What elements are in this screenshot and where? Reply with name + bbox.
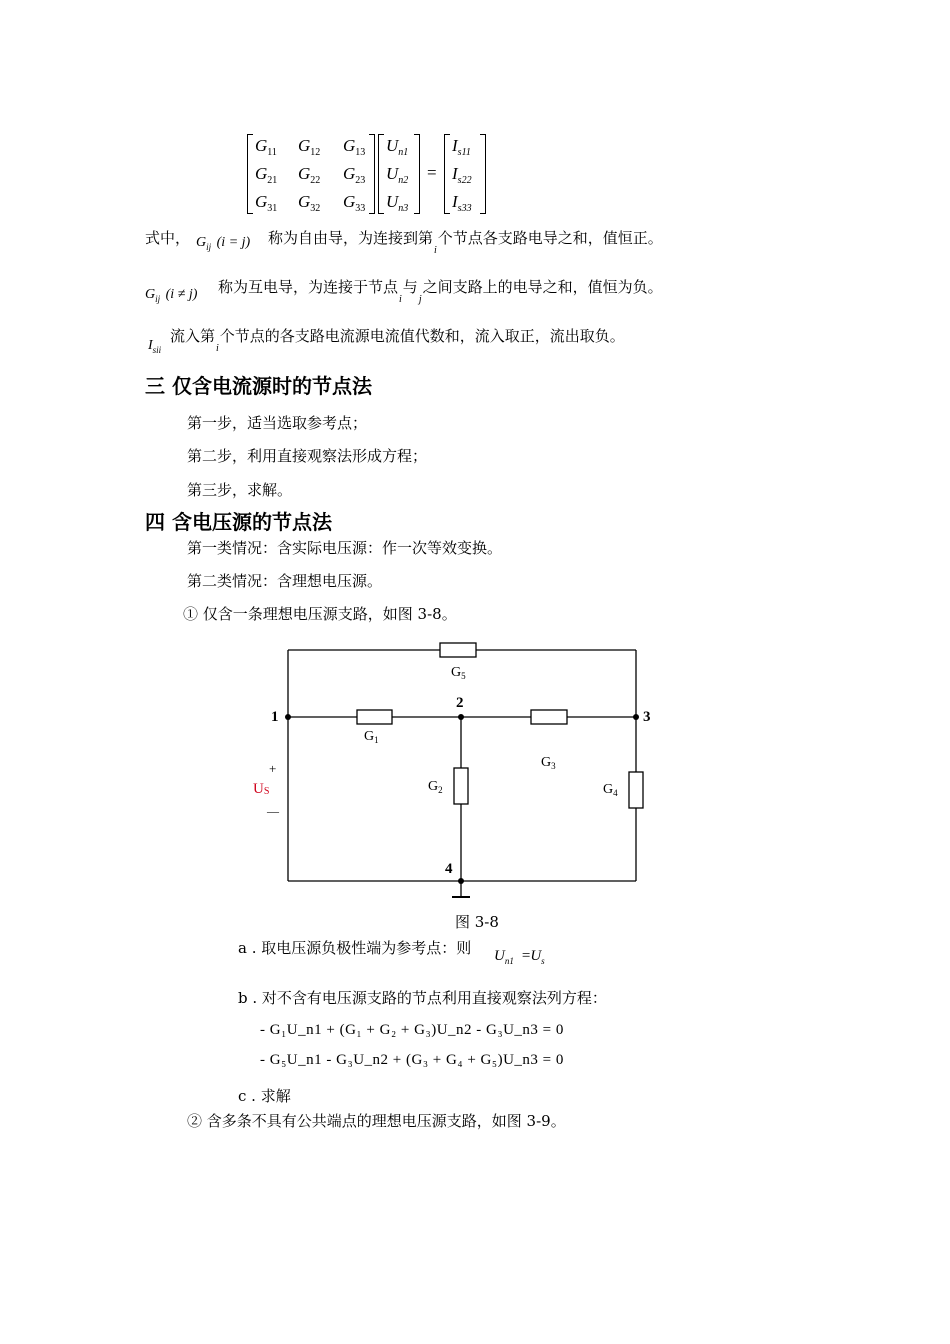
- matrix-cell-g33: $G_{33}$: [343, 192, 366, 214]
- vector-cell-un1: $U_{n1}$: [386, 136, 409, 158]
- node-equation-1-text: - G₁U_n1 + (G₁ + G₂ + G₃)U_n2 - G₃U_n3 = 0: [260, 1022, 564, 1038]
- node-3-dot: [633, 714, 639, 720]
- matrix-cell-g23: $G_{23}$: [343, 164, 366, 186]
- section3-step-1: 第一步，适当选取参考点；: [187, 414, 368, 432]
- matrix-cell-g11: $G_{11}$: [255, 136, 277, 158]
- node-4-dot: [458, 878, 464, 884]
- step-a-equation: $U_{n1} =U_s$: [494, 948, 545, 966]
- matrix-cell-g21: $G_{21}$: [255, 164, 278, 186]
- node-equation-1: [260, 1020, 564, 1040]
- node-label-3: 3: [643, 709, 651, 725]
- matrix-cell-g32: $G_{32}$: [298, 192, 321, 214]
- step-a-text: a . 取电压源负极性端为参考点：则: [238, 939, 472, 957]
- section3-step-3: 第三步，求解。: [187, 481, 293, 499]
- section3-heading: 三 仅含电流源时的节点法: [145, 374, 372, 398]
- node-1-dot: [285, 714, 291, 720]
- step-b-text: b . 对不含有电压源支路的节点利用直接观察法列方程：: [238, 989, 607, 1007]
- label-g4: $G_4$: [603, 782, 618, 798]
- label-us: US: [253, 781, 270, 797]
- resistor-g2: [454, 768, 468, 804]
- section4-case-1: 第一类情况：含实际电压源：作一次等效变换。: [187, 539, 503, 557]
- label-g2: $G_2$: [428, 779, 443, 795]
- node-label-1: 1: [271, 709, 279, 725]
- section4-item-2: ② 含多条不具有公共端点的理想电压源支路，如图 3-9。: [187, 1112, 566, 1130]
- vector-cell-un2: $U_{n2}$: [386, 164, 409, 186]
- vector-cell-is11: $I_{s11}$: [452, 136, 471, 158]
- label-g1: $G_1$: [364, 729, 379, 745]
- section4-case-2: 第二类情况：含理想电压源。: [187, 572, 383, 590]
- resistor-g3: [531, 710, 567, 724]
- section3-step-2: 第二步，利用直接观察法形成方程；: [187, 447, 428, 465]
- para-mutual-conductance: 称为互电导，为连接于节点$_i$与$_j$之间支路上的电导之和，值恒为负。: [218, 278, 663, 305]
- node-label-4: 4: [445, 861, 453, 877]
- para1-symbol: $G_{ij}$ (i = j): [196, 235, 251, 252]
- para2-symbol: $G_{ij}$ (i ≠ j): [145, 287, 198, 304]
- para-injected-current: 流入第$_i$个节点的各支路电流源电流值代数和，流入取正，流出取负。: [170, 327, 625, 354]
- source-plus: +: [269, 761, 277, 776]
- matrix-cell-g22: $G_{22}$: [298, 164, 321, 186]
- resistor-g4: [629, 772, 643, 808]
- vector-cell-un3: $U_{n3}$: [386, 192, 409, 214]
- resistor-g1: [357, 710, 392, 724]
- equals-sign: =: [427, 163, 437, 182]
- section4-item-1: ① 仅含一条理想电压源支路，如图 3-8。: [183, 605, 457, 623]
- para3-symbol: $I_{sii}$: [148, 338, 162, 355]
- node-equation-2: [260, 1050, 564, 1070]
- resistor-g5: [440, 643, 476, 657]
- source-minus: —: [267, 804, 279, 818]
- node-equation-2-text: - G₅U_n1 - G₃U_n2 + (G₃ + G₄ + G₅)U_n3 = 0: [260, 1052, 564, 1068]
- node-2-dot: [458, 714, 464, 720]
- section4-heading: 四 含电压源的节点法: [145, 510, 332, 534]
- label-g3: $G_3$: [541, 755, 556, 771]
- matrix-cell-g13: $G_{13}$: [343, 136, 366, 158]
- step-c-text: c . 求解: [238, 1087, 291, 1105]
- matrix-cell-g31: $G_{31}$: [255, 192, 278, 214]
- vector-cell-is22: $I_{s22}$: [452, 164, 472, 186]
- figure-caption: 图 3-8: [455, 913, 499, 931]
- label-g5: $G_5$: [451, 665, 466, 681]
- node-label-2: 2: [456, 695, 464, 711]
- para1-prefix: 式中，: [145, 229, 191, 247]
- matrix-cell-g12: $G_{12}$: [298, 136, 321, 158]
- vector-cell-is33: $I_{s33}$: [452, 192, 472, 214]
- para1-text: 称为自由导，为连接到第$_i$个节点各支路电导之和，值恒正。: [268, 229, 663, 256]
